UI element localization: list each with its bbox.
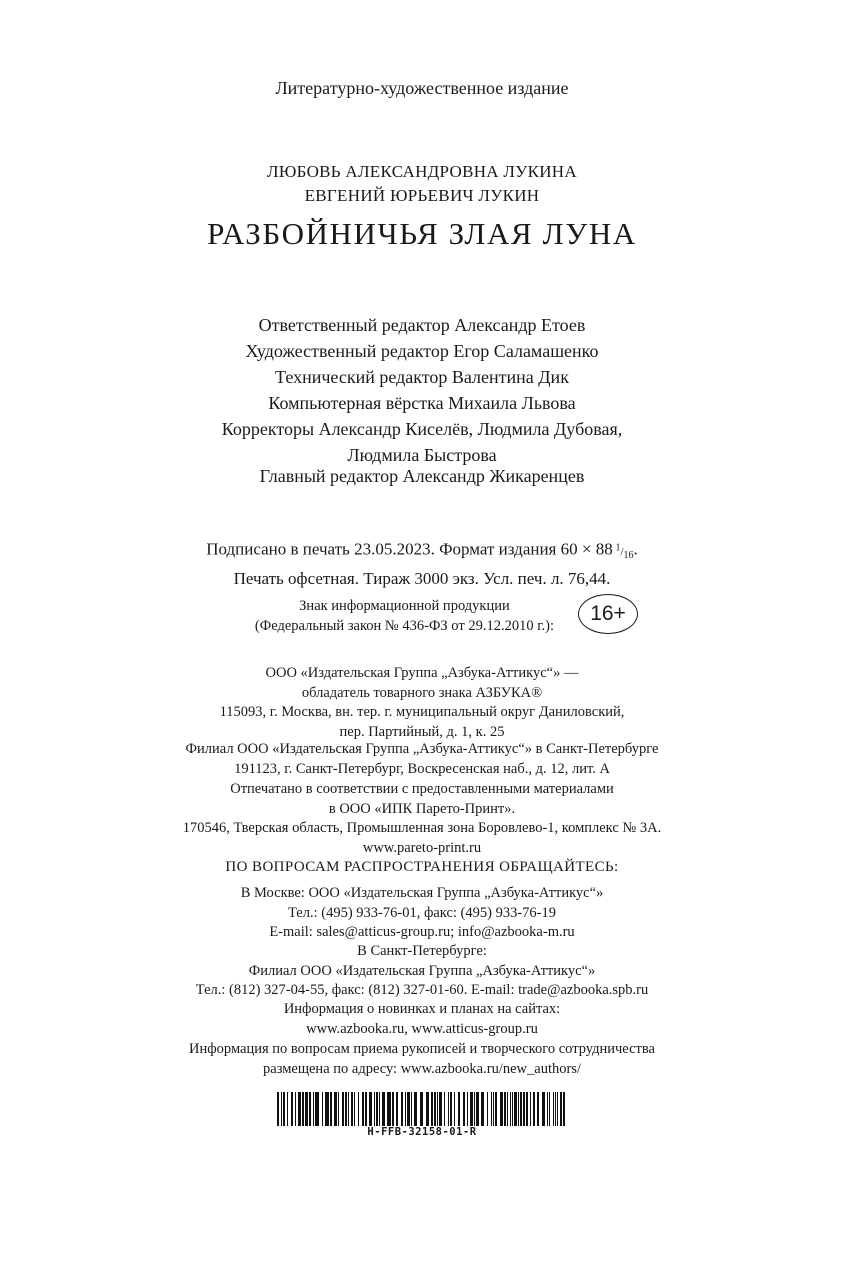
- barcode-bar: [553, 1092, 554, 1126]
- age-rating-text: Знак информационной продукции (Федеральный закон № 436-ФЗ от 29.12.2010 г.):: [254, 598, 554, 634]
- info-sites: Информация о новинках и планах на сайтах: www.azbooka.ru, www.atticus-group.ru: [283, 1001, 561, 1037]
- barcode-bar: [376, 1092, 378, 1126]
- barcode-bar: [481, 1092, 484, 1126]
- barcode-label: H-FFB-32158-01-R: [367, 1126, 477, 1138]
- barcode-bar: [396, 1092, 398, 1126]
- credit-line: Технический редактор Валентина Дик: [275, 367, 569, 387]
- barcode-bar: [315, 1092, 319, 1126]
- credit-line: Людмила Быстрова: [347, 445, 497, 465]
- barcode-bar: [437, 1092, 438, 1126]
- distribution-heading: ПО ВОПРОСАМ РАСПРОСТРАНЕНИЯ ОБРАЩАЙТЕСЬ:: [225, 859, 619, 875]
- barcode-block: [277, 1092, 567, 1142]
- barcode-bar: [512, 1092, 513, 1126]
- barcode-bar: [495, 1092, 497, 1126]
- authors-block: [0, 160, 844, 208]
- genre-line: Литературно-художественное издание: [275, 78, 569, 98]
- barcode-bar: [463, 1092, 465, 1126]
- barcode-bar: [530, 1092, 531, 1126]
- barcode-bar: [444, 1092, 445, 1126]
- barcode-bar: [322, 1092, 323, 1126]
- barcode-bar: [342, 1092, 344, 1126]
- barcode-bar: [560, 1092, 562, 1126]
- barcode-bar: [369, 1092, 372, 1126]
- credit-line: Компьютерная вёрстка Михаила Львова: [268, 393, 576, 413]
- barcode-bar: [549, 1092, 550, 1126]
- barcode-bar: [504, 1092, 506, 1126]
- barcode-bar: [379, 1092, 380, 1126]
- printer-block: Отпечатано в соответствии с предоставленными материалами в ООО «ИПК Парето-Принт». 170546, Тверская область, Промышленная зона Боровлево-1, комплекс № 3А. www.pareto-print.ru: [182, 781, 662, 856]
- barcode-image: [277, 1092, 567, 1126]
- barcode-bar: [523, 1092, 525, 1126]
- author-name: ЕВГЕНИЙ ЮРЬЕВИЧ ЛУКИН: [304, 186, 540, 205]
- barcode-bar: [302, 1092, 304, 1126]
- barcode-bar: [526, 1092, 528, 1126]
- chief-editor: Главный редактор Александр Жикаренцев: [259, 466, 585, 486]
- barcode-bar: [454, 1092, 455, 1126]
- barcode-bar: [487, 1092, 488, 1126]
- barcode-bar: [287, 1092, 288, 1126]
- barcode-bar: [507, 1092, 508, 1126]
- barcode-bar: [405, 1092, 406, 1126]
- credits-block: [0, 312, 844, 468]
- barcode-bar: [514, 1092, 517, 1126]
- barcode-bar: [510, 1092, 511, 1126]
- barcode-bar: [338, 1092, 339, 1126]
- barcode-bar: [345, 1092, 347, 1126]
- barcode-bar: [426, 1092, 429, 1126]
- barcode-bar: [313, 1092, 314, 1126]
- barcode-bar: [392, 1092, 394, 1126]
- barcode-bar: [283, 1092, 285, 1126]
- barcode-bar: [407, 1092, 410, 1126]
- barcode-bar: [542, 1092, 545, 1126]
- barcode-bar: [450, 1092, 452, 1126]
- barcode-bar: [325, 1092, 329, 1126]
- barcode-bar: [518, 1092, 519, 1126]
- barcode-bar: [434, 1092, 436, 1126]
- age-rating-block: [0, 594, 844, 640]
- barcode-bar: [362, 1092, 364, 1126]
- barcode-bar: [537, 1092, 539, 1126]
- barcode-bar: [305, 1092, 308, 1126]
- barcode-bar: [295, 1092, 296, 1126]
- print-info: [0, 536, 844, 590]
- barcode-bar: [348, 1092, 349, 1126]
- barcode-bar: [334, 1092, 337, 1126]
- barcode-bar: [401, 1092, 403, 1126]
- barcode-bar: [439, 1092, 442, 1126]
- publisher-block: ООО «Издательская Группа „Азбука-Аттикус“» — обладатель товарного знака АЗБУКА® 115093, г. Москва, вн. тер. г. муниципальный округ Даниловский, пер. Партийный, д. 1, к. 25: [219, 665, 625, 740]
- barcode-bar: [500, 1092, 503, 1126]
- credit-line: Корректоры Александр Киселёв, Людмила Дубовая,: [221, 419, 623, 439]
- barcode-bar: [298, 1092, 301, 1126]
- barcode-bar: [365, 1092, 367, 1126]
- branch-block: Филиал ООО «Издательская Группа „Азбука-Аттикус“» в Санкт-Петербурге 191123, г. Санкт-Петербург, Воскресенская наб., д. 12, лит. А: [185, 741, 659, 777]
- barcode-bar: [448, 1092, 449, 1126]
- barcode-bar: [330, 1092, 332, 1126]
- credit-line: Художественный редактор Егор Саламашенко: [245, 341, 599, 361]
- barcode-bar: [420, 1092, 423, 1126]
- barcode-bar: [309, 1092, 311, 1126]
- barcode-bar: [555, 1092, 556, 1126]
- barcode-bar: [491, 1092, 492, 1126]
- barcode-bar: [277, 1092, 279, 1126]
- barcode-bar: [476, 1092, 479, 1126]
- barcode-bar: [358, 1092, 359, 1126]
- barcode-bar: [351, 1092, 353, 1126]
- barcode-bar: [467, 1092, 468, 1126]
- barcode-bar: [458, 1092, 460, 1126]
- barcode-bar: [563, 1092, 565, 1126]
- print-info-line-2: Печать офсетная. Тираж 3000 экз. Усл. печ. л. 76,44.: [233, 568, 611, 588]
- format-fraction: $^1/_{16}$: [615, 542, 634, 561]
- barcode-bar: [533, 1092, 535, 1126]
- barcode-bar: [291, 1092, 293, 1126]
- barcode-bar: [431, 1092, 433, 1126]
- moscow-contacts: В Москве: ООО «Издательская Группа „Азбука-Аттикус“» Тел.: (495) 933-76-01, факс: (495) 933-76-19 E-mail: sales@atticus-group.ru; info@azbooka-m.ru: [240, 885, 604, 940]
- barcode-bar: [374, 1092, 375, 1126]
- credit-line: Ответственный редактор Александр Етоев: [258, 315, 586, 335]
- book-title: РАЗБОЙНИЧЬЯ ЗЛАЯ ЛУНА: [207, 216, 637, 251]
- barcode-bar: [547, 1092, 548, 1126]
- age-rating-badge: 16+: [578, 594, 638, 634]
- spb-contacts: В Санкт-Петербурге: Филиал ООО «Издательская Группа „Азбука-Аттикус“» Тел.: (812) 327-04-55, факс: (812) 327-01-60. E-mail: trade@azbooka.spb.ru: [195, 943, 649, 998]
- barcode-bar: [474, 1092, 475, 1126]
- barcode-bar: [382, 1092, 385, 1126]
- manuscripts-info: Информация по вопросам приема рукописей и творческого сотрудничества размещена по адресу: www.azbooka.ru/new_authors/: [189, 1041, 655, 1077]
- barcode-bar: [414, 1092, 417, 1126]
- barcode-bar: [387, 1092, 391, 1126]
- barcode-bar: [354, 1092, 355, 1126]
- barcode-bar: [557, 1092, 558, 1126]
- barcode-bar: [281, 1092, 282, 1126]
- barcode-bar: [470, 1092, 473, 1126]
- barcode-bar: [493, 1092, 494, 1126]
- barcode-bar: [520, 1092, 522, 1126]
- author-name: ЛЮБОВЬ АЛЕКСАНДРОВНА ЛУКИНА: [267, 162, 577, 181]
- print-info-line-1: Подписано в печать 23.05.2023. Формат издания 60 × 88 $^1/_{16}$.: [206, 539, 638, 561]
- barcode-bar: [411, 1092, 412, 1126]
